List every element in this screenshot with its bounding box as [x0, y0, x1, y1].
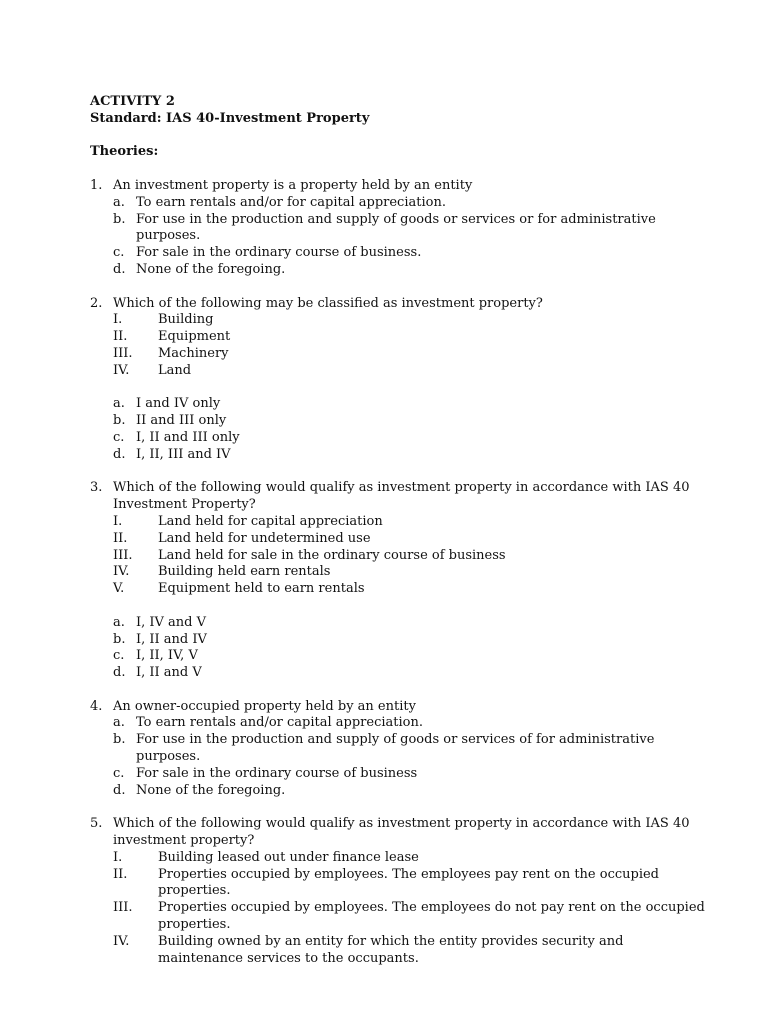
question-number: 2.	[90, 295, 103, 311]
roman-item	[113, 564, 708, 581]
option-letter: d.	[113, 665, 126, 681]
option-letter: c.	[113, 765, 125, 781]
question-2	[90, 296, 708, 464]
roman-text: Land held for capital appreciation	[158, 513, 383, 529]
roman-label: II.	[113, 530, 128, 546]
answer-option	[113, 195, 708, 212]
answer-option	[113, 447, 708, 464]
option-letter: a.	[113, 715, 125, 731]
option-text: I, II, IV, V	[136, 648, 198, 664]
option-text: I, II and IV	[136, 631, 207, 647]
roman-label: I.	[113, 849, 123, 865]
roman-text: Building held earn rentals	[158, 564, 331, 580]
option-text: I, IV and V	[136, 614, 207, 630]
standard-title: Standard: IAS 40-Investment Property	[90, 110, 370, 126]
option-letter: a.	[113, 396, 125, 412]
question-3	[90, 480, 708, 682]
option-letter: d.	[113, 782, 126, 798]
option-text: For use in the production and supply of goods or services or for administrative purposes.	[136, 211, 656, 244]
roman-item	[113, 867, 708, 901]
option-letter: a.	[113, 614, 125, 630]
roman-item	[113, 531, 708, 548]
option-text: I, II, III and IV	[136, 446, 231, 462]
roman-text: Building	[158, 312, 214, 328]
question-number: 3.	[90, 480, 103, 496]
roman-item	[113, 934, 708, 968]
option-letter: c.	[113, 245, 125, 261]
option-letter: b.	[113, 631, 126, 647]
option-text: For sale in the ordinary course of business.	[136, 245, 422, 261]
roman-item	[113, 581, 708, 598]
roman-text: Land held for sale in the ordinary course of business	[158, 547, 506, 563]
question-number: 5.	[90, 816, 103, 832]
option-text: To earn rentals and/or capital appreciation.	[136, 715, 423, 731]
option-text: I, II and III only	[136, 429, 240, 445]
roman-label: II.	[113, 329, 128, 345]
option-letter: d.	[113, 261, 126, 277]
answer-option	[113, 396, 708, 413]
roman-item	[113, 346, 708, 363]
option-letter: b.	[113, 413, 126, 429]
activity-title: ACTIVITY 2	[90, 94, 175, 109]
roman-item	[113, 900, 708, 934]
roman-label: III.	[113, 345, 133, 361]
question-text: An investment property is a property held by an entity	[113, 177, 473, 193]
option-letter: c.	[113, 648, 125, 664]
answer-option	[113, 245, 708, 262]
answer-option	[113, 262, 708, 279]
option-letter: c.	[113, 429, 125, 445]
question-1	[90, 178, 708, 279]
option-text: To earn rentals and/or for capital appreciation.	[136, 194, 446, 210]
option-letter: b.	[113, 211, 126, 227]
roman-text: Equipment held to earn rentals	[158, 581, 365, 597]
question-5	[90, 816, 708, 967]
theories-heading: Theories:	[90, 144, 159, 160]
roman-item	[113, 850, 708, 867]
roman-text: Land	[158, 362, 192, 378]
roman-text: Building leased out under finance lease	[158, 849, 419, 865]
roman-label: IV.	[113, 564, 130, 580]
answer-option	[113, 665, 708, 682]
roman-label: I.	[113, 312, 123, 328]
roman-label: II.	[113, 866, 128, 882]
answer-option	[113, 783, 708, 800]
roman-item	[113, 548, 708, 565]
option-text: II and III only	[136, 413, 227, 429]
roman-item	[113, 329, 708, 346]
option-text: None of the foregoing.	[136, 261, 286, 277]
question-4	[90, 699, 708, 800]
option-letter: b.	[113, 732, 126, 748]
answer-option	[113, 648, 708, 665]
option-text: None of the foregoing.	[136, 782, 286, 798]
roman-item	[113, 363, 708, 380]
roman-text: Equipment	[158, 329, 231, 345]
roman-label: III.	[113, 900, 133, 916]
option-text: For sale in the ordinary course of business	[136, 765, 418, 781]
answer-option	[113, 212, 708, 246]
roman-text: Land held for undetermined use	[158, 530, 371, 546]
answer-option	[113, 715, 708, 732]
question-text: Which of the following may be classified as investment property?	[113, 295, 543, 311]
question-text: Which of the following would qualify as investment property in accordance with IAS 40 investment property?	[113, 816, 690, 849]
question-text: Which of the following would qualify as investment property in accordance with IAS 40 Investment Property?	[113, 480, 690, 513]
roman-label: V.	[113, 581, 125, 597]
roman-label: III.	[113, 547, 133, 563]
roman-text: Machinery	[158, 345, 229, 361]
roman-text: Properties occupied by employees. The employees pay rent on the occupied properties.	[158, 866, 660, 899]
answer-option	[113, 766, 708, 783]
roman-label: IV.	[113, 362, 130, 378]
roman-label: IV.	[113, 933, 130, 949]
roman-text: Building owned by an entity for which the entity provides security and maintenance services to the occupants.	[158, 933, 624, 966]
roman-label: I.	[113, 513, 123, 529]
answer-option	[113, 413, 708, 430]
answer-option	[113, 615, 708, 632]
roman-item	[113, 514, 708, 531]
roman-item	[113, 312, 708, 329]
option-letter: a.	[113, 194, 125, 210]
roman-text: Properties occupied by employees. The employees do not pay rent on the occupied properties.	[158, 900, 705, 933]
option-text: I, II and V	[136, 665, 202, 681]
option-letter: d.	[113, 446, 126, 462]
option-text: For use in the production and supply of goods or services of for administrative purposes.	[136, 732, 655, 765]
option-text: I and IV only	[136, 396, 221, 412]
answer-option	[113, 430, 708, 447]
answer-option	[113, 732, 708, 766]
question-number: 4.	[90, 698, 103, 714]
answer-option	[113, 632, 708, 649]
question-text: An owner-occupied property held by an entity	[113, 698, 416, 714]
question-number: 1.	[90, 177, 103, 193]
